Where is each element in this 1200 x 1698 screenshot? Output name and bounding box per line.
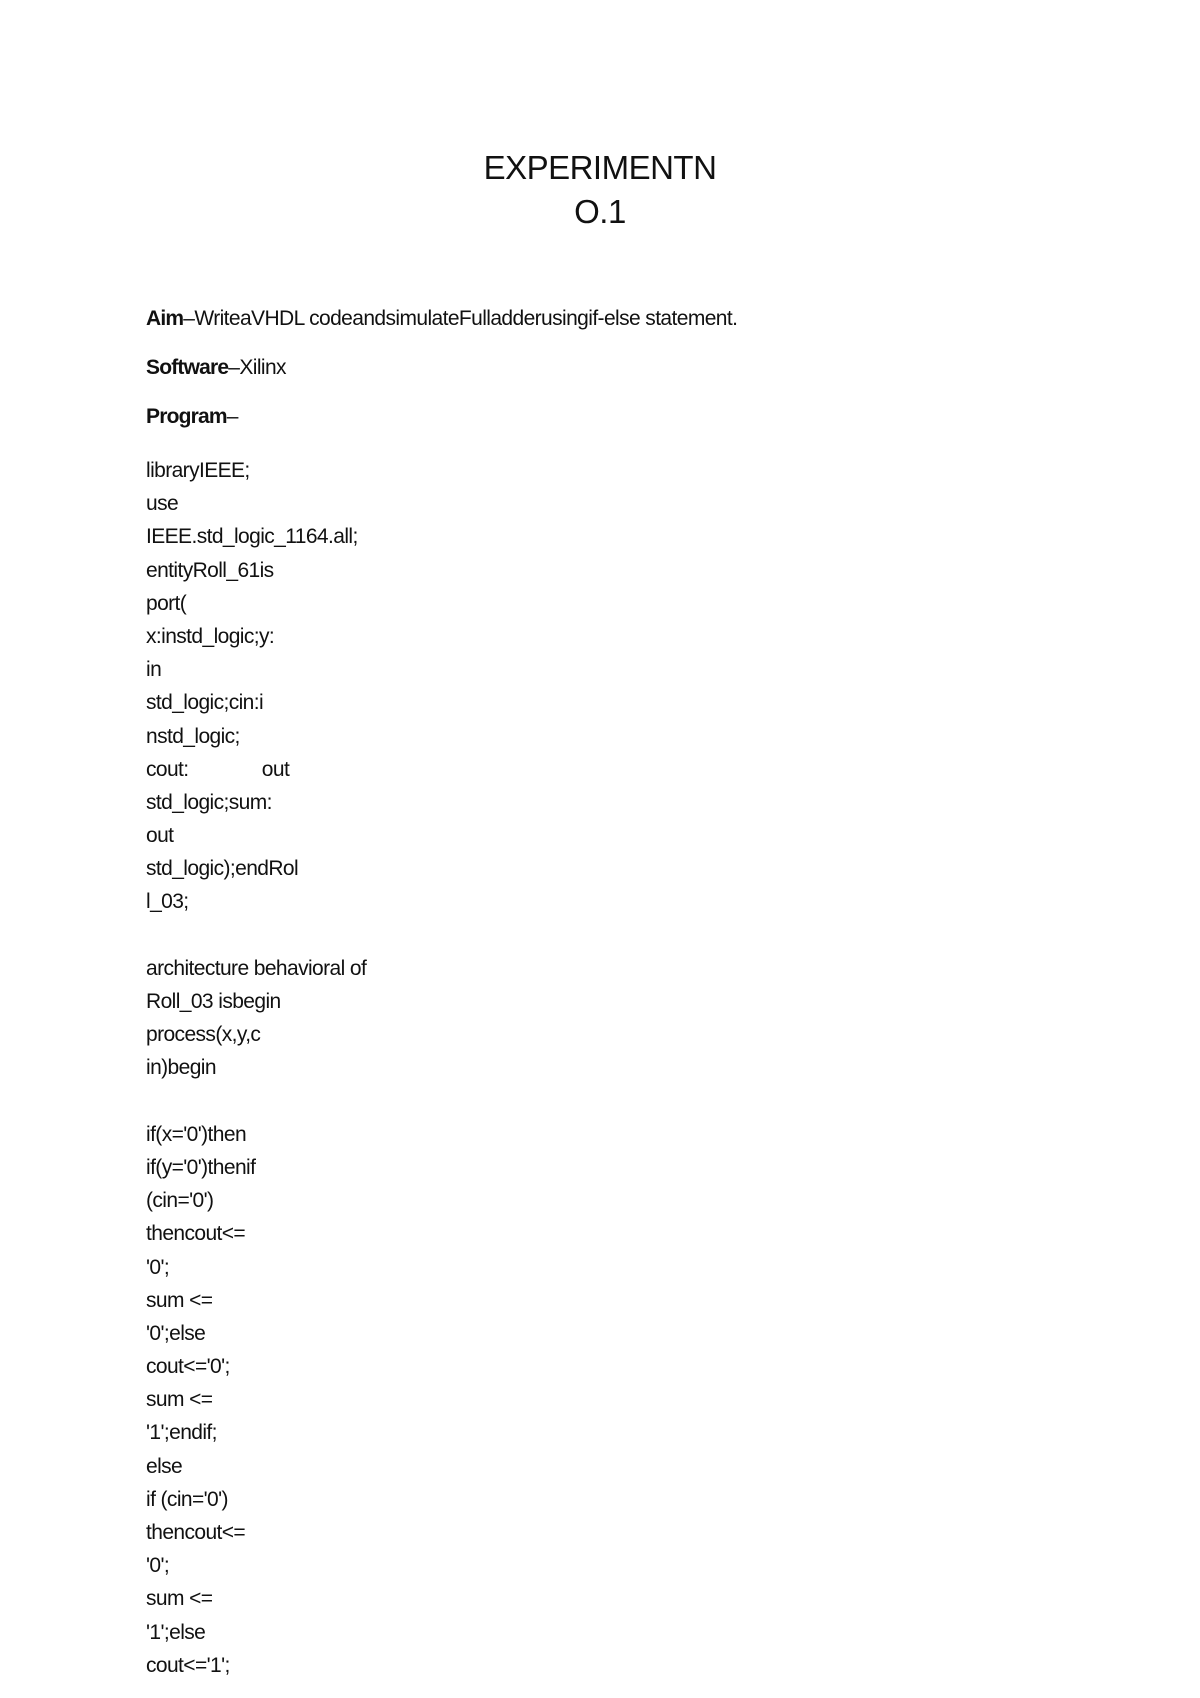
code-line: Roll_03 isbegin xyxy=(146,990,281,1013)
code-line: architecture behavioral of xyxy=(146,956,367,980)
code-line: else xyxy=(146,1454,183,1478)
code-line: port( xyxy=(146,591,187,615)
code-line: x:instd_logic;y: xyxy=(146,624,275,648)
software-text: –Xilinx xyxy=(228,356,286,379)
vhdl-code-block xyxy=(146,454,366,1682)
code-line: '0'; xyxy=(146,1255,170,1279)
program-heading xyxy=(146,403,238,431)
code-line: nstd_logic; xyxy=(146,724,240,748)
code-line: '0'; xyxy=(146,1554,170,1578)
code-blank-line xyxy=(146,1085,366,1118)
program-dash: – xyxy=(226,405,238,428)
program-label: Program xyxy=(146,405,227,428)
code-line: l_03; xyxy=(146,890,189,914)
code-line: sum <= xyxy=(146,1288,213,1312)
code-line: cout<='1'; xyxy=(146,1653,230,1677)
code-line: in)begin xyxy=(146,1056,216,1080)
code-line: if (cin='0') xyxy=(146,1487,228,1511)
code-line: std_logic);endRol xyxy=(146,857,299,881)
code-line: IEEE.std_logic_1164.all; xyxy=(146,525,358,549)
code-line: entityRoll_61is xyxy=(146,558,274,582)
code-line: std_logic;cin:i xyxy=(146,691,264,715)
aim-text: –WriteaVHDL codeandsimulateFulladderusingif-else statement. xyxy=(183,307,738,330)
code-line: use xyxy=(146,492,179,516)
experiment-title-line-1: EXPERIMENTN xyxy=(483,149,717,186)
code-line: cout<='0'; xyxy=(146,1355,230,1379)
code-line: in xyxy=(146,658,162,682)
code-line: std_logic;sum: xyxy=(146,790,272,814)
code-line: '1';else xyxy=(146,1620,206,1644)
code-line: sum <= xyxy=(146,1388,213,1412)
code-blank-line xyxy=(146,919,366,952)
code-line: process(x,y,c xyxy=(146,1023,261,1047)
aim-paragraph xyxy=(146,305,737,333)
code-line: sum <= xyxy=(146,1587,213,1611)
code-line: if(x='0')then xyxy=(146,1122,247,1146)
code-line: thencout<= xyxy=(146,1222,246,1246)
experiment-title-line-2: O.1 xyxy=(574,193,626,230)
software-paragraph xyxy=(146,354,286,382)
code-line: libraryIEEE; xyxy=(146,459,250,482)
code-line: thencout<= xyxy=(146,1521,246,1544)
code-line: cout: out xyxy=(146,757,290,781)
code-line: (cin='0') xyxy=(146,1189,214,1213)
code-line: '0';else xyxy=(146,1321,206,1345)
aim-label: Aim xyxy=(146,307,184,330)
code-line: out xyxy=(146,824,174,848)
software-label: Software xyxy=(146,356,229,379)
code-line: if(y='0')thenif xyxy=(146,1155,256,1179)
code-line: '1';endif; xyxy=(146,1421,217,1445)
